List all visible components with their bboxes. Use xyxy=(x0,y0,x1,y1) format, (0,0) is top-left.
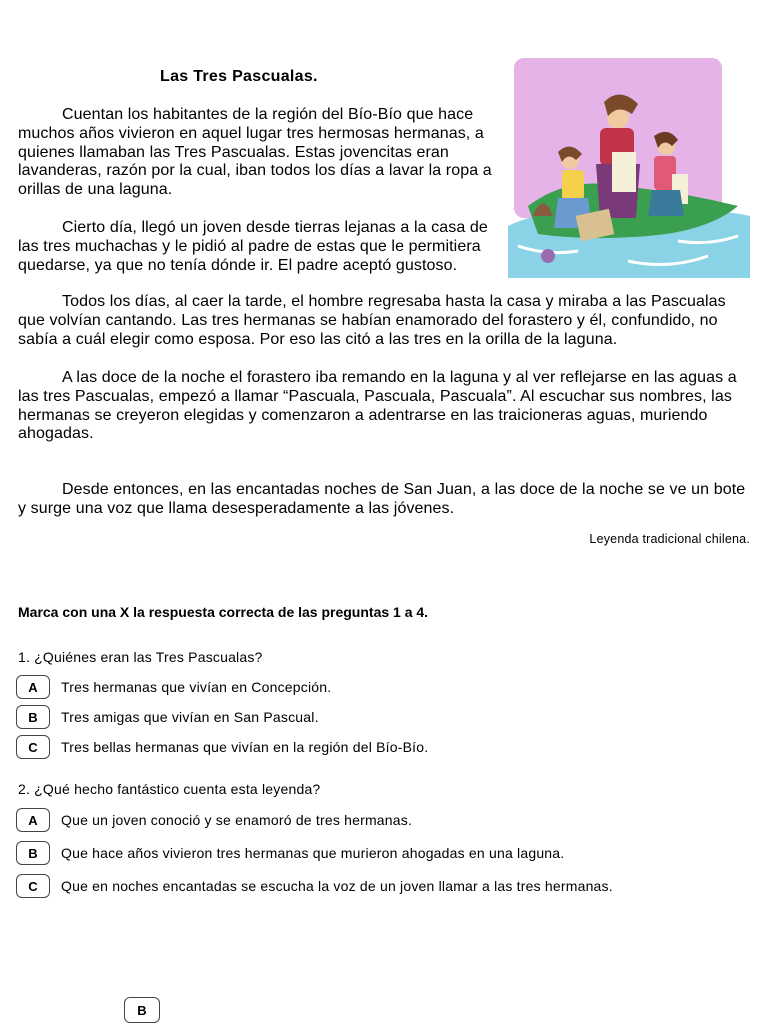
paragraph-4 xyxy=(18,369,753,444)
illustration-three-sisters-washing xyxy=(508,56,750,278)
option-letter-badge[interactable]: A xyxy=(16,675,50,699)
question-1: 1. ¿Quiénes eran las Tres Pascualas? xyxy=(18,649,263,665)
paragraph-1-text: Cuentan los habitantes de la región del Bío-Bío que hace muchos años vivieron en aquel lugar tres hermosas hermanas, a quienes llamaban las Tres Pascualas. Estas jovencitas eran lavanderas, razón por la cual, iban todos los días a lavar la ropa a orillas de una laguna. xyxy=(18,106,492,199)
option-text: Que en noches encantadas se escucha la voz de un joven llamar a las tres hermanas. xyxy=(61,878,613,894)
option-text: Que un joven conoció y se enamoró de tres hermanas. xyxy=(61,812,413,828)
question-1-option-c[interactable] xyxy=(16,733,428,761)
option-letter-badge[interactable]: A xyxy=(16,808,50,832)
question-2-option-c[interactable] xyxy=(16,872,613,900)
question-1-option-a[interactable] xyxy=(16,673,331,701)
option-letter-badge[interactable]: C xyxy=(16,874,50,898)
source-attribution: Leyenda tradicional chilena. xyxy=(589,532,750,546)
question-2-option-b[interactable] xyxy=(16,839,564,867)
option-text: Tres bellas hermanas que vivían en la región del Bío-Bío. xyxy=(61,739,429,755)
question-2: 2. ¿Qué hecho fantástico cuenta esta leyenda? xyxy=(18,781,321,797)
option-text: Que hace años vivieron tres hermanas que murieron ahogadas en una laguna. xyxy=(61,845,565,861)
paragraph-5-text: Desde entonces, en las encantadas noches de San Juan, a las doce de la noche se ve un bote y surge una voz que llama desesperadamente a las jóvenes. xyxy=(18,481,746,517)
option-letter-badge[interactable]: C xyxy=(16,735,50,759)
option-text: Tres amigas que vivían en San Pascual. xyxy=(61,709,319,725)
question-2-option-a[interactable] xyxy=(16,806,412,834)
paragraph-5 xyxy=(18,481,753,519)
paragraph-3-text: Todos los días, al caer la tarde, el hombre regresaba hasta la casa y miraba a las Pascualas que volvían cantando. Las tres hermanas se habían enamorado del forastero y él, confundido, no sabía a cuál elegir como esposa. Por eso las citó a las tres en la orilla de la laguna. xyxy=(18,293,726,348)
paragraph-4-text: A las doce de la noche el forastero iba remando en la laguna y al ver reflejarse en las aguas a las tres Pascualas, empezó a llamar “Pascuala, Pascuala, Pascuala”. Al escuchar sus nombres, las hermanas se creyeron elegidas y comenzaron a adentrarse en las traicioneras aguas, muriendo ahogadas. xyxy=(18,369,737,443)
option-text: Tres hermanas que vivían en Concepción. xyxy=(61,679,332,695)
instructions: Marca con una X la respuesta correcta de las preguntas 1 a 4. xyxy=(18,604,429,620)
option-letter-badge[interactable]: B xyxy=(16,705,50,729)
story-title: Las Tres Pascualas. xyxy=(160,68,318,85)
paragraph-2-text: Cierto día, llegó un joven desde tierras lejanas a la casa de las tres muchachas y le pidió al padre de estas que le permitiera quedarse, ya que no tenía dónde ir. El padre aceptó gustoso. xyxy=(18,219,488,274)
option-letter-badge[interactable]: B xyxy=(16,841,50,865)
answer-box[interactable]: B xyxy=(124,997,160,1023)
paragraph-3 xyxy=(18,293,753,349)
question-1-option-b[interactable] xyxy=(16,703,319,731)
paragraph-2 xyxy=(18,219,503,275)
paragraph-1 xyxy=(18,106,503,200)
